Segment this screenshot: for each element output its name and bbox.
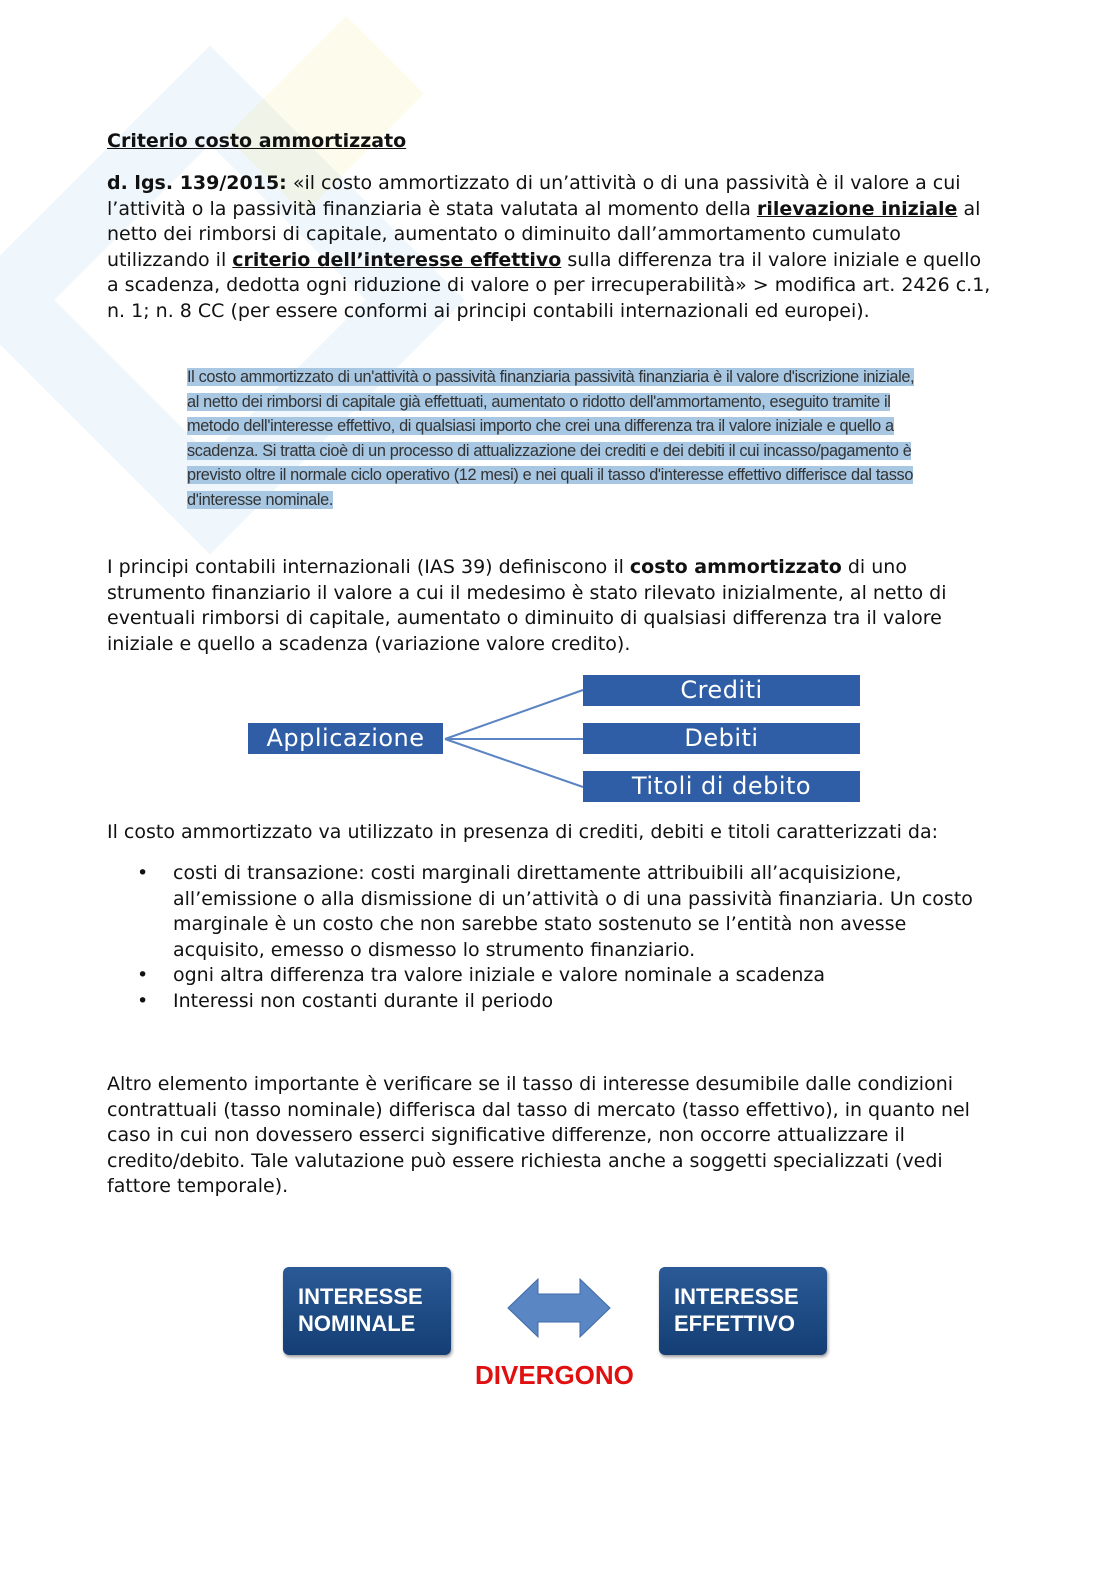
list-item: • ogni altra differenza tra valore iniziale e valore nominale a scadenza xyxy=(107,963,987,989)
text: «il costo ammortizzato di un’attività o di una passività è il valore a cui l’attività o la passività finanziaria è stata valutata al momento della xyxy=(107,172,961,220)
underlined-term: criterio dell’interesse effettivo xyxy=(232,248,562,271)
diagram-item-crediti: Crediti xyxy=(583,675,860,706)
list-item: • costi di transazione: costi marginali direttamente attribuibili all’acquisizione, all’emissione o alla dismissione di un’attività o di una passività finanziaria. Un costo marginale è un costo che non sarebbe stato sostenuto se l’entità non avesse acquisito, emesso o dismesso lo strumento finanziario. xyxy=(107,861,987,963)
bullet-list xyxy=(107,861,987,1015)
label: INTERESSE xyxy=(298,1284,423,1309)
text: I principi contabili internazionali (IAS 39) definiscono il xyxy=(107,556,630,578)
text: sulla differenza tra il valore iniziale e quello a scadenza, dedotta ogni riduzione di valore o per irrecuperabilità» > modifica art. 2426 c.1, n. 1; n. 8 CC (per essere conformi ai principi contabili internazionali ed europei). xyxy=(107,248,991,322)
diagram-item-debiti: Debiti xyxy=(583,723,860,754)
label: EFFETTIVO xyxy=(674,1311,795,1336)
list-intro: Il costo ammortizzato va utilizzato in presenza di crediti, debiti e titoli caratterizzati da: xyxy=(107,821,939,843)
bold-term: costo ammortizzato xyxy=(629,556,842,578)
diagram-item-titoli: Titoli di debito xyxy=(583,771,860,802)
text: al netto dei rimborsi di capitale, aumentato o diminuito dall’ammortamento cumulato utilizzando il xyxy=(107,197,981,271)
underlined-term: rilevazione iniziale xyxy=(756,197,958,220)
label: NOMINALE xyxy=(298,1311,416,1336)
list-item: • Interessi non costanti durante il periodo xyxy=(107,989,987,1015)
law-reference: d. lgs. 139/2015: xyxy=(107,172,287,194)
page-title: Criterio costo ammortizzato xyxy=(107,130,407,152)
diagram-root: Applicazione xyxy=(248,723,443,754)
divergono-label: DIVERGONO xyxy=(475,1360,634,1390)
interesse-nominale-box xyxy=(283,1267,451,1355)
altro-paragraph: Altro elemento importante è verificare se il tasso di interesse desumibile dalle condizioni contrattuali (tasso nominale) differisca dal tasso di mercato (tasso effettivo), in quanto nel caso in cui non dovessero esserci significative differenze, non occorre attualizzare il credito/debito. Tale valutazione può essere richiesta anche a soggetti specializzati (vedi fattore temporale). xyxy=(107,1073,970,1198)
quote-text: Il costo ammortizzato di un'attività o passività finanziaria passività finanziaria è il valore d'iscrizione iniziale, al netto dei rimborsi di capitale già effettuati, aumentato o ridotto dell'ammortamento, eseguito tramite il metodo dell'interesse effettivo, di qualsiasi importo che crei una differenza tra il valore iniziale e quello a scadenza. Si tratta cioè di un processo di attualizzazione dei crediti e dei debiti il cui incasso/pagamento è previsto oltre il normale ciclo operativo (12 mesi) e nei quali il tasso d'interesse effettivo differisce dal tasso d'interesse nominale. xyxy=(187,368,915,509)
label: INTERESSE xyxy=(674,1284,799,1309)
double-arrow-icon xyxy=(508,1279,610,1337)
interesse-effettivo-box xyxy=(659,1267,827,1355)
text: di uno strumento finanziario il valore a cui il medesimo è stato rilevato inizialmente, al netto di eventuali rimborsi di capitale, aumentato o diminuito di qualsiasi differenza tra il valore iniziale e quello a scadenza (variazione valore credito). xyxy=(107,556,947,655)
